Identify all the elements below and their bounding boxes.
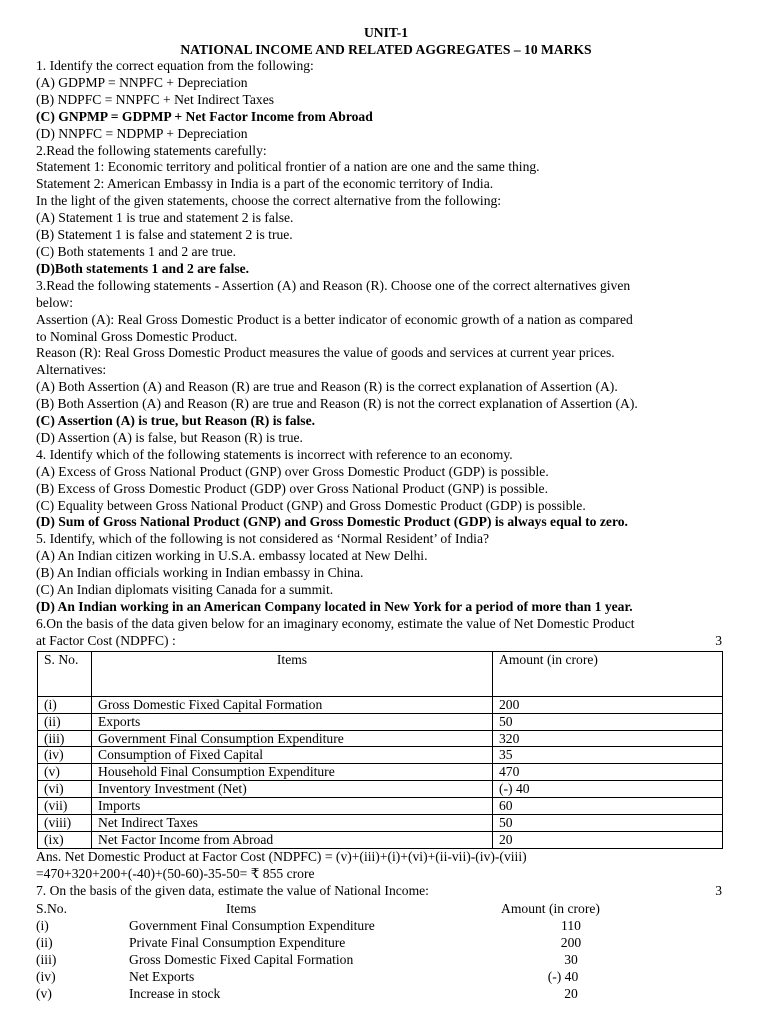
header-sno: S.No. [36,900,67,916]
option: (A) Excess of Gross National Product (GNP) over Gross Domestic Product (GDP) is possible. [36,463,549,479]
cell-item: Consumption of Fixed Capital [92,747,493,764]
table-row [38,696,723,713]
item-amount: (-) 40 [547,968,579,984]
list-item [36,985,736,1002]
cell-item: Net Factor Income from Abroad [92,831,493,848]
cell-amount: 320 [493,730,723,747]
answer-line: Ans. Net Domestic Product at Factor Cost (NDPFC) = (v)+(iii)+(i)+(vi)+(ii-vii)-(iv)-(viii) [36,848,527,864]
question-5 [36,531,736,616]
table-row [38,747,723,764]
cell-sno: (iv) [38,747,92,764]
option: (C) An Indian diplomats visiting Canada for a summit. [36,582,334,598]
header-items: Items [226,900,257,916]
question-4 [36,447,736,532]
option: (A) Both Assertion (A) and Reason (R) are true and Reason (R) is the correct explanation of Assertion (A). [36,379,618,395]
unit-heading: UNIT-1 [363,25,409,40]
question-3 [36,278,736,447]
marks: 3 [715,632,722,648]
table-row [38,815,723,832]
cell-item: Net Indirect Taxes [92,815,493,832]
question-text: 3.Read the following statements - Assertion (A) and Reason (R). Choose one of the correct alternatives given [36,277,631,293]
cell-item: Household Final Consumption Expenditure [92,764,493,781]
option-correct: (D) An Indian working in an American Company located in New York for a period of more than 1 year. [36,599,633,614]
question-2 [36,143,736,278]
reason: Reason (R): Real Gross Domestic Product measures the value of goods and services at current year prices. [36,345,615,361]
item-amount: 110 [561,917,581,933]
header-amount: Amount (in crore) [493,651,723,696]
option: (A) An Indian citizen working in U.S.A. embassy located at New Delhi. [36,548,428,564]
option: (B) Excess of Gross Domestic Product (GDP) over Gross National Product (GNP) is possible. [36,480,548,496]
cell-item: Exports [92,713,493,730]
cell-amount: (-) 40 [493,781,723,798]
item-label: Increase in stock [129,985,221,1001]
question-text: 2.Read the following statements carefully: [36,142,267,158]
question-text: 1. Identify the correct equation from the following: [36,58,314,73]
option: (B) Both Assertion (A) and Reason (R) are true and Reason (R) is not the correct explanation of Assertion (A). [36,396,638,412]
cell-sno: (vi) [38,781,92,798]
table-row [38,730,723,747]
cell-item: Gross Domestic Fixed Capital Formation [92,696,493,713]
cell-sno: (ix) [38,831,92,848]
item-label: Private Final Consumption Expenditure [129,934,346,950]
item-amount: 30 [564,951,578,967]
cell-sno: (ii) [38,713,92,730]
cell-amount: 60 [493,798,723,815]
option: (A) Statement 1 is true and statement 2 is false. [36,210,294,226]
question-text: 6.On the basis of the data given below for an imaginary economy, estimate the value of Net Domestic Product [36,615,635,631]
option: (D) NNPFC = NDPMP + Depreciation [36,125,248,141]
option: (B) An Indian officials working in Indian embassy in China. [36,565,364,581]
list-item [36,917,736,934]
option: (A) GDPMP = NNPFC + Depreciation [36,74,248,90]
item-sno: (v) [36,985,52,1001]
option-correct: (D)Both statements 1 and 2 are false. [36,260,250,276]
cell-amount: 20 [493,831,723,848]
item-sno: (i) [36,917,49,933]
cell-sno: (viii) [38,815,92,832]
answer-line: =470+320+200+(-40)+(50-60)-35-50= ₹ 855 crore [36,865,315,881]
marks: 3 [715,882,722,898]
option: (B) Statement 1 is false and statement 2 is true. [36,227,293,243]
question-1 [36,58,736,143]
option: (C) Both statements 1 and 2 are true. [36,243,237,259]
list-item [36,951,736,968]
question-text: at Factor Cost (NDPFC) : [36,632,176,648]
item-label: Gross Domestic Fixed Capital Formation [129,951,354,967]
item-label: Government Final Consumption Expenditure [129,917,375,933]
cell-item: Imports [92,798,493,815]
question-7 [36,883,736,1002]
assertion: to Nominal Gross Domestic Product. [36,328,238,344]
question-text: 5. Identify, which of the following is not considered as ‘Normal Resident’ of India? [36,531,490,547]
question-line-with-marks [36,883,736,900]
question-line-with-marks [36,633,736,650]
data-table [37,651,723,849]
item-sno: (iii) [36,951,57,967]
option-correct: (C) GNPMP = GDPMP + Net Factor Income from Abroad [36,108,373,124]
question-text: below: [36,294,73,310]
question-6 [36,616,736,883]
cell-amount: 50 [493,815,723,832]
table-row [38,764,723,781]
option: (D) Assertion (A) is false, but Reason (R) is true. [36,429,303,445]
item-amount: 20 [564,985,578,1001]
statement-2: Statement 2: American Embassy in India is a part of the economic territory of India. [36,176,494,192]
table-row [38,798,723,815]
cell-sno: (vii) [38,798,92,815]
table-row [38,713,723,730]
cell-item: Government Final Consumption Expenditure [92,730,493,747]
document-page [36,24,736,1002]
cell-amount: 50 [493,713,723,730]
cell-sno: (iii) [38,730,92,747]
header-items: Items [92,651,493,696]
statement-1: Statement 1: Economic territory and political frontier of a nation are one and the same thing. [36,159,540,175]
item-label: Net Exports [129,968,195,984]
item-amount: 200 [560,934,582,950]
list-item [36,968,736,985]
header-sno: S. No. [38,651,92,696]
cell-amount: 470 [493,764,723,781]
table-row [38,781,723,798]
cell-sno: (i) [38,696,92,713]
item-sno: (ii) [36,934,53,950]
list-header [36,900,736,917]
option: (C) Equality between Gross National Product (GNP) and Gross Domestic Product (GDP) is possible. [36,497,586,513]
header-amount: Amount (in crore) [501,900,600,916]
cell-amount: 200 [493,696,723,713]
table-header-row [38,651,723,696]
assertion: Assertion (A): Real Gross Domestic Product is a better indicator of economic growth of a nation as compared [36,311,633,327]
cell-amount: 35 [493,747,723,764]
alternatives-label: Alternatives: [36,362,107,378]
cell-item: Inventory Investment (Net) [92,781,493,798]
table-row [38,831,723,848]
question-text: 7. On the basis of the given data, estimate the value of National Income: [36,882,429,898]
item-sno: (iv) [36,968,56,984]
instruction: In the light of the given statements, choose the correct alternative from the following: [36,193,502,209]
option-correct: (D) Sum of Gross National Product (GNP) and Gross Domestic Product (GDP) is always equal to zero. [36,514,628,530]
option: (B) NDPFC = NNPFC + Net Indirect Taxes [36,91,275,107]
question-text: 4. Identify which of the following statements is incorrect with reference to an economy. [36,446,513,462]
list-item [36,934,736,951]
document-title: NATIONAL INCOME AND RELATED AGGREGATES – 10 MARKS [180,42,592,57]
option-correct: (C) Assertion (A) is true, but Reason (R) is false. [36,413,316,429]
cell-sno: (v) [38,764,92,781]
